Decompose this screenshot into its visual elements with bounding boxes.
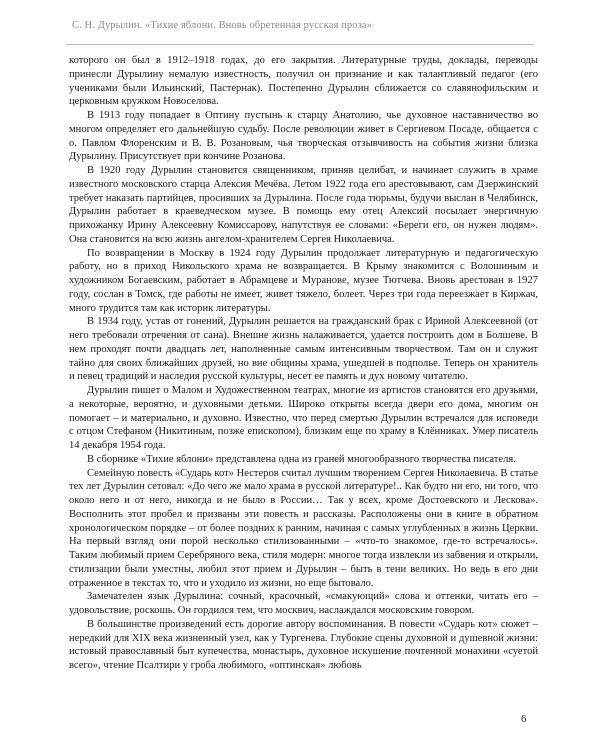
paragraph-8: Семейную повесть «Сударь кот» Нестеров считал лучшим творением Сергея Николаевича. В статье тех лет Дурылин сетовал: «До чего же мало храма в русской литературе!.. Как будто ни его, ни того, что около него и от него, никогда и не было в России… Так у всех, кроме Достоевского и Лескова». Восполнить этот пробел и призваны эти повесть и рассказы. Расположены они в книге в обратном хронологическом порядке – от более поздних к ранним, начиная с самых углубленных в жизнь Церкви. На первый взгляд они порой несколько стилизованными – «что-то знакомое, где-то встречалось». Таким любимый прием Серебряного века, стиля модерн: многое тогда извлекли из забвения и открыли, стилизации были уместны, любил этот прием и Дурылин – быть в тени великих. Но ведь в его дни отраженное в текстах то, что и уходило из жизни, но еще бытовало. [69, 467, 538, 589]
paragraph-2: В 1913 году попадает в Оптину пустынь к старцу Анатолию, чье духовное наставничество во многом определяет его дальнейшую судьбу. После революции живет в Сергиевом Посаде, общается с о. Павлом Флоренским и В. В. Розановым, чья творческая отзывчивость на события жизни близка Дурылину. Присутствует при кончине Розанова. [69, 110, 538, 163]
paragraph-4: По возвращении в Москву в 1924 году Дурылин продолжает литературную и педагогическую работу, но в приход Никольского храма не возвращается. В Крыму знакомится с Волошиным и художником Богаевским, работает в Абрамцеве и Муранове, музее Тютчева. Вновь арестован в 1927 году, сослан в Томск, где работы не имеет, живет тяжело, болеет. Через три года переезжает в Киржач, много трудится там как историк литературы. [69, 247, 538, 314]
body-text [69, 54, 538, 673]
paragraph-10: В большинстве произведений есть дорогие автору воспоминания. В повести «Сударь кот» сюжет – нередкий для XIX века жизненный узел, как у Тургенева. Глубокие сцены духовной и душевной жизни: истовый православный быт купечества, монастырь, духовное искушение почтенной монахини «суетой всего», чтение Псалтири у гроба любимого, «оптинская» любовь [69, 618, 538, 671]
paragraph-9: Замечателен язык Дурылина: сочный, красочный, «смакующий» слова и оттенки, читать его – удовольствие, роскошь. Он гордился тем, что москвич, наслаждался московским говором. [69, 591, 538, 616]
paragraph-1: которого он был в 1912–1918 годах, до его закрытия. Литературные труды, доклады, переводы принесли Дурылину немалую известность, получил он признание и как талантливый педагог (его учениками были Ильинский, Пастернак). Постепенно Дурылин сближается со славянофильским и церковным кружком Новоселова. [69, 55, 538, 108]
running-head: С. Н. Дурылин. «Тихие яблони. Вновь обретенная русская проза» [72, 20, 372, 31]
paragraph-7: В сборнике «Тихие яблони» представлена одна из граней многообразного творчества писателя. [87, 453, 516, 465]
paragraph-6: Дурылин пишет о Малом и Художественном театрах, многие из артистов становятся его друзьями, а некоторые, вероятно, и духовными детьми. Широко открыты всегда двери его дома, многим он помогает – и материально, и духовно. Известно, что перед смертью Дурылин встречался для исповеди с отцом Стефаном (Никитиным, позже епископом), близким еще по храму в Клённиках. Умер писатель 14 декабря 1954 года. [69, 385, 538, 451]
paragraph-3: В 1920 году Дурылин становится священником, приняв целибат, и начинает служить в храме известного московского старца Алексия Мечёва. Летом 1922 года его арестовывают, сам Дзержинский требует наказать партийцев, просивших за Дурылина. После года тюрьмы, будучи выслан в Челябинск, Дурылин работает в краеведческом музее. В помощь ему отец Алексий посылает энергичную прихожанку Ирину Алексеевну Комиссарову, напутствуя ее словами: «Береги его, он нужен людям». Она становится на всю жизнь ангелом-хранителем Сергея Николаевича. [69, 165, 538, 245]
header-rule [66, 44, 534, 45]
page-number: 6 [521, 714, 527, 725]
paragraph-5: В 1934 году, устав от гонений, Дурылин решается на гражданский брак с Ириной Алексеевной (от него требовали отречения от сана). Внешне жизнь налаживается, удается построить дом в Болшеве. В нем проходят почти двадцать лет, наполненные самым интенсивным творчеством. Там он и служит тайно для своих ближайших друзей, но вне общины храма, ушедшей в подполье. Теперь он хранитель и певец традиций и наследия русской культуры, несет ее память и дух новому читателю. [69, 316, 538, 383]
